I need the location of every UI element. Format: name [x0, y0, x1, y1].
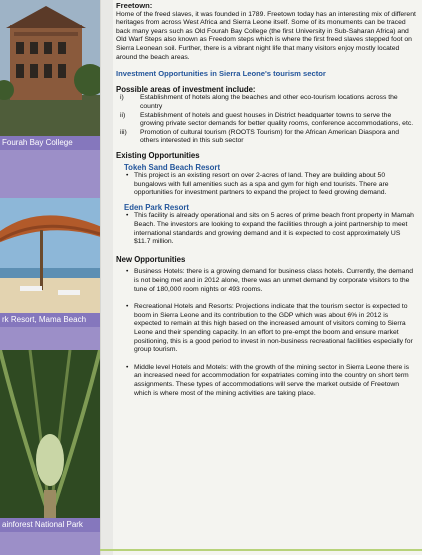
list-item: • This facility is already operational and sits on 5 acres of prime beach front property in Mamah Beach. The investors are looking to expand the facilities through a joint partnership to meet international standards and growing demand and it is expected to cost approximately US $11.7 million. — [124, 212, 416, 246]
list-item: • Middle level Hotels and Motels: with the growth of the mining sector in Sierra Leone there is an increased need for accommodation for expatriates coming into the country on short term assignments. These types of accommodations will serve the market outside of Freetown which is where most of the mining activities are taking place. — [124, 364, 416, 398]
photo-caption: rk Resort, Mama Beach — [0, 313, 100, 327]
existing-heading: Existing Opportunities — [116, 150, 200, 160]
photo-caption: Fourah Bay College — [0, 136, 100, 150]
footer-rule — [100, 549, 422, 551]
list-item: ii) Establishment of hotels and guest houses in District headquarter towns to serve the growing private sector demands for better quality rooms, conference accommodations, etc. — [120, 111, 414, 128]
tokeh-title: Tokeh Sand Beach Resort — [124, 162, 221, 172]
list-item: iii) Promotion of cultural tourism (ROOTS Tourism) for the African American Diaspora and others interested in this sub sector — [120, 128, 400, 145]
freetown-section — [116, 2, 416, 62]
new-heading: New Opportunities — [116, 254, 186, 264]
eden-park-title: Eden Park Resort — [124, 202, 189, 212]
page-gutter — [100, 0, 113, 555]
areas-heading: Possible areas of investment include: — [116, 84, 256, 94]
areas-list — [116, 94, 416, 146]
photo-caption: ainforest National Park — [0, 518, 100, 532]
existing-list — [116, 164, 416, 247]
list-item: • Recreational Hotels and Resorts: Projections indicate that the tourism sector is expected to boom in Sierra Leone and its contribution to the GDP which was about 6% in 2012 is expected to remain at this high based on the increased amount of visitors coming to Sierra Leone and their spending capacity. In an effort to pre-empt the boom and ensure market positioning, this is a good period to invest in non-business recreational facilities especially for group tourism. — [124, 303, 416, 355]
list-item: i) Establishment of hotels along the beaches and other eco-tourism locations across the country — [120, 94, 398, 110]
list-item: • This project is an existing resort on over 2-acres of land. They are building about 50 bungalows with full amenities such as a spa and gym for high end tourists. There are opportunities for investment partners to expand the project to feed growing demand. — [124, 172, 416, 198]
fourah-bay-college-photo — [0, 0, 100, 136]
investment-heading: Investment Opportunities in Sierra Leone's tourism sector — [116, 69, 326, 79]
eden-park-resort-photo — [0, 198, 100, 313]
list-item: • Business Hotels: there is a growing demand for business class hotels. Currently, the demand is not being met and in 2012 alone, there was an unmet demand by corporate visitors to the tune of 180,000 room nights or 493 rooms. — [124, 268, 416, 294]
main-content — [116, 0, 416, 398]
rainforest-photo — [0, 350, 100, 518]
freetown-title: Freetown: — [116, 1, 153, 10]
freetown-text: Home of the freed slaves, it was founded in 1789. Freetown today has an interesting mix of different heritages from across West Africa and Sierra Leone itself. Some of its monuments can be traced back many years such as Old Fourah Bay College (the first University in Sub-Saharan Africa) and Old Warf Steps also known as Freedom steps which is where the first freed slaves stepped foot on Sierra Leonean soil. Further, there is a vibrant night life that many visitors enjoy mostly located around the beach areas. — [116, 10, 416, 61]
new-list — [116, 268, 416, 398]
